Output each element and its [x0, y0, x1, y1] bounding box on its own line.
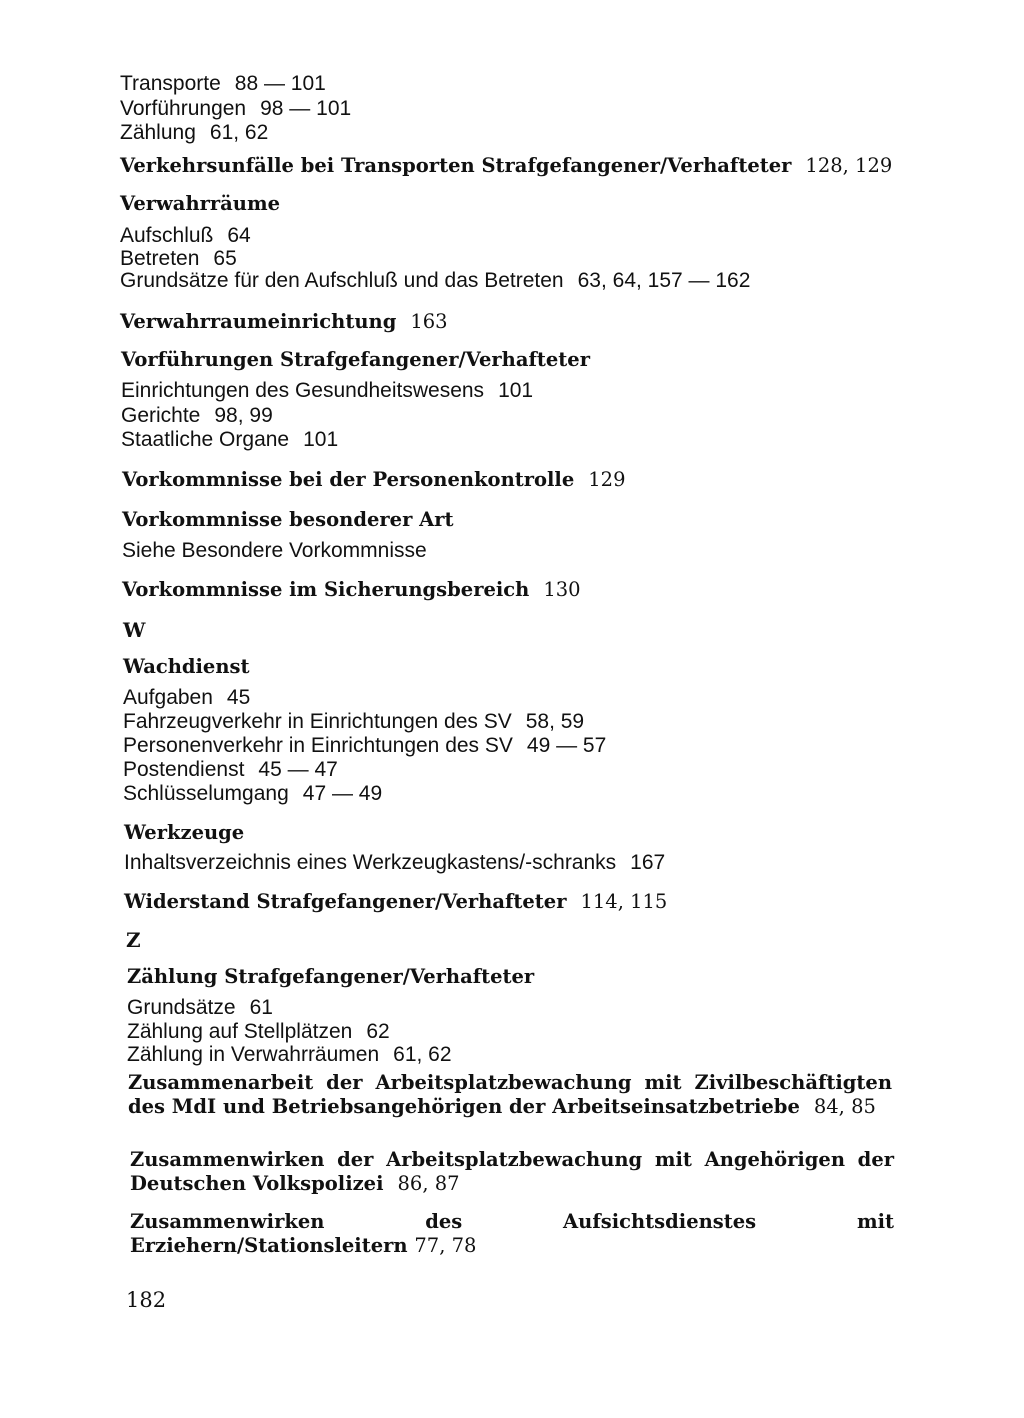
- index-subentry: Transporte 88 — 101: [120, 72, 326, 95]
- index-heading: Zählung Strafgefangener/Verhafteter: [127, 965, 535, 988]
- index-section-letter: W: [123, 618, 146, 642]
- index-subentry: Betreten 65: [120, 247, 237, 270]
- page-number: 182: [126, 1288, 167, 1312]
- index-subentry: Aufschluß 64: [120, 224, 251, 247]
- index-subentry: Zählung auf Stellplätzen 62: [127, 1020, 390, 1043]
- index-heading: Vorkommnisse bei der Personenkontrolle 129: [122, 468, 626, 491]
- index-subentry: Fahrzeugverkehr in Einrichtungen des SV 58, 59: [123, 710, 585, 733]
- index-subentry: Grundsätze 61: [127, 996, 273, 1019]
- index-heading: Verwahrraumeinrichtung 163: [120, 310, 448, 333]
- index-subentry: Siehe Besondere Vorkommnisse: [122, 539, 427, 562]
- index-subentry: Inhaltsverzeichnis eines Werkzeugkastens/-schranks 167: [124, 851, 666, 874]
- index-subentry: Vorführungen 98 — 101: [120, 97, 352, 120]
- index-subentry: Personenverkehr in Einrichtungen des SV 49 — 57: [123, 734, 607, 757]
- index-subentry: Aufgaben 45: [123, 686, 251, 709]
- index-heading: Vorkommnisse im Sicherungsbereich 130: [122, 578, 581, 601]
- index-section-letter: Z: [126, 928, 141, 952]
- index-subentry: Einrichtungen des Gesundheitswesens 101: [121, 379, 534, 402]
- index-heading: Zusammenwirken des Aufsichtsdienstes mit Erziehern/Stationsleitern 77, 78: [130, 1210, 894, 1257]
- index-subentry: Gerichte 98, 99: [121, 404, 273, 427]
- index-heading: Widerstand Strafgefangener/Verhafteter 114, 115: [124, 890, 668, 913]
- index-subentry: Zählung in Verwahrräumen 61, 62: [127, 1043, 452, 1066]
- index-heading: Zusammenarbeit der Arbeitsplatzbewachung mit Zivilbeschäftigten des MdI und Betriebsangehörigen der Arbeitseinsatzbetriebe 84, 85: [128, 1071, 892, 1118]
- index-heading: Werkzeuge: [124, 821, 245, 844]
- index-subentry: Grundsätze für den Aufschluß und das Betreten 63, 64, 157 — 162: [120, 269, 751, 292]
- index-subentry: Schlüsselumgang 47 — 49: [123, 782, 383, 805]
- index-heading: Vorkommnisse besonderer Art: [122, 508, 454, 531]
- index-heading: Verwahrräume: [120, 192, 281, 215]
- index-heading: Vorführungen Strafgefangener/Verhafteter: [121, 348, 590, 371]
- index-heading: Wachdienst: [123, 655, 250, 678]
- index-heading: Zusammenwirken der Arbeitsplatzbewachung mit Angehörigen der Deutschen Volkspolizei 86, 87: [130, 1148, 894, 1195]
- index-subentry: Staatliche Organe 101: [121, 428, 339, 451]
- index-subentry: Zählung 61, 62: [120, 121, 269, 144]
- index-heading: Verkehrsunfälle bei Transporten Strafgefangener/Verhafteter 128, 129: [120, 154, 893, 177]
- index-subentry: Postendienst 45 — 47: [123, 758, 338, 781]
